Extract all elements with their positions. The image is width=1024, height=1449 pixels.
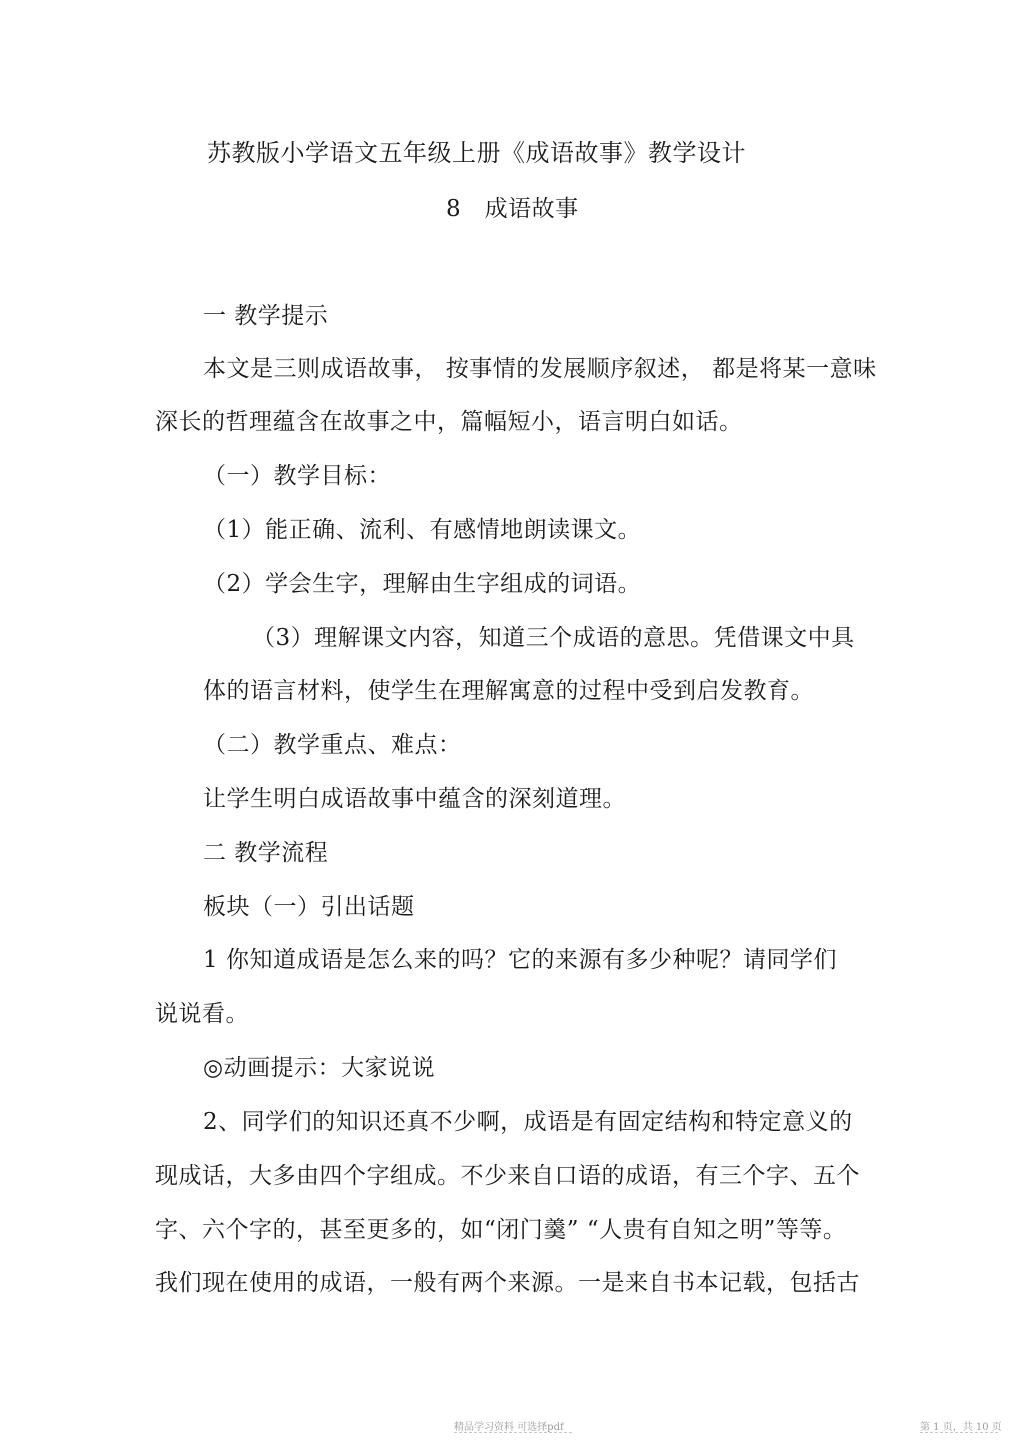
- paragraph-line: 本文是三则成语故事， 按事情的发展顺序叙述， 都是将某一意味: [203, 356, 877, 382]
- subheading-block-one: 板块（一）引出话题: [203, 894, 415, 920]
- animation-hint: ◎动画提示：大家说说: [203, 1055, 436, 1081]
- document-title: 苏教版小学语文五年级上册《成语故事》教学设计: [207, 139, 746, 167]
- subheading-teaching-goals: （一）教学目标：: [203, 463, 391, 489]
- section-heading-teaching-tips: 一 教学提示: [203, 303, 329, 329]
- footer-left-note: 精品学习资料 可选择pdf: [454, 1422, 564, 1433]
- section-heading-teaching-flow: 二 教学流程: [203, 840, 329, 866]
- list-item: （1）能正确、流利、有感情地朗读课文。: [203, 517, 642, 543]
- paragraph-line: 字、六个字的，甚至更多的，如“闭门羹” “人贵有自知之明”等等。: [155, 1217, 847, 1243]
- document-subtitle: 8 成语故事: [446, 196, 579, 222]
- list-item: （3）理解课文内容，知道三个成语的意思。凭借课文中具: [252, 625, 855, 651]
- subheading-key-points: （二）教学重点、难点：: [203, 732, 462, 758]
- footer-page-number: 第 1 页，共 10 页: [920, 1422, 1002, 1433]
- paragraph-line: 深长的哲理蕴含在故事之中，篇幅短小，语言明白如话。: [155, 409, 743, 435]
- paragraph-line: 让学生明白成语故事中蕴含的深刻道理。: [203, 786, 626, 812]
- paragraph-line: 说说看。: [155, 1001, 249, 1027]
- list-item: （2）学会生字，理解由生字组成的词语。: [203, 571, 642, 597]
- paragraph-line: 体的语言材料，使学生在理解寓意的过程中受到启发教育。: [203, 678, 814, 704]
- paragraph-line: 现成话，大多由四个字组成。不少来自口语的成语，有三个字、五个: [155, 1163, 860, 1189]
- paragraph-line: 我们现在使用的成语，一般有两个来源。一是来自书本记载，包括古: [155, 1270, 860, 1296]
- paragraph-line: 2、同学们的知识还真不少啊，成语是有固定结构和特定意义的: [203, 1109, 853, 1135]
- footer-right-divider: [920, 1432, 998, 1433]
- footer-left-divider: [454, 1432, 572, 1433]
- paragraph-line: 1 你知道成语是怎么来的吗？它的来源有多少种呢？请同学们: [203, 947, 837, 973]
